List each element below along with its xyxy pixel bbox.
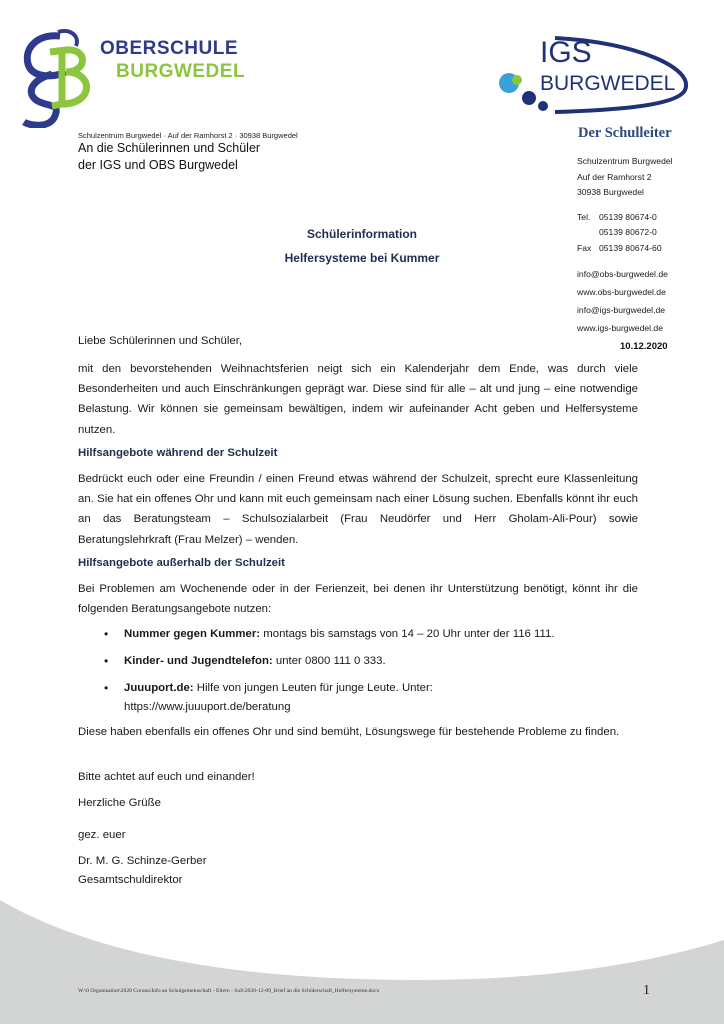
greeting-line: Herzliche Grüße: [78, 797, 161, 809]
salutation: Liebe Schülerinnen und Schüler,: [78, 335, 243, 347]
website-obs-link[interactable]: www.obs-burgwedel.de: [577, 287, 666, 297]
offer-details: unter 0800 111 0 333.: [272, 655, 386, 667]
svg-text:IGS: IGS: [540, 36, 592, 69]
signed-line: gez. euer: [78, 829, 126, 841]
bullet-icon: •: [104, 681, 109, 695]
addressee-block: [78, 140, 260, 174]
letter-date: 10.12.2020: [620, 341, 668, 352]
offer-name: Kinder- und Jugendtelefon:: [124, 655, 273, 667]
email-igs-link[interactable]: info@igs-burgwedel,de: [577, 305, 666, 315]
address-line: Schulzentrum Burgwedel: [577, 156, 673, 166]
footer-file-path: W:\0 Organisation\2020 Corona\Info an Schulgemeinschaft - Eltern - SuS\2020-12-09_Brief an die Schülerschaft_Helfersysteme.docx: [78, 988, 380, 994]
fax-line: Fax 05139 80674-60: [577, 242, 662, 253]
section-heading-during-school: Hilfsangebote während der Schulzeit: [78, 447, 278, 459]
obs-logo-icon: [22, 28, 102, 128]
section-heading-outside-school: Hilfsangebote außerhalb der Schulzeit: [78, 557, 285, 569]
appeal-line: Bitte achtet auf euch und einander!: [78, 771, 255, 783]
list-item: [104, 679, 624, 717]
list-item: [104, 625, 624, 644]
help-offers-list: [104, 625, 624, 725]
closing-paragraph: Diese haben ebenfalls ein offenes Ohr und sind bemüht, Lösungswege für bestehende Probleme zu finden.: [78, 726, 620, 738]
contact-block: [577, 154, 673, 337]
bullet-icon: •: [104, 627, 109, 641]
document-subtitle: Helfersysteme bei Kummer: [284, 251, 440, 265]
address-line: 30938 Burgwedel: [577, 187, 644, 197]
bullet-icon: •: [104, 654, 109, 668]
footer-wave-decoration: [0, 900, 724, 1024]
intro-paragraph: mit den bevorstehenden Weihnachtsferien neigt sich ein Kalenderjahr dem Ende, was durch viele Besonderheiten und auch Einschränkungen geprägt war. Diese sind für alle – alt und jung – eine notwendige Belastung. Wir können sie gemeinsam bewältigen, indem wir aufeinander Acht geben und Helfersysteme nutzen.: [78, 363, 638, 436]
igs-logo-icon: [495, 28, 695, 118]
svg-text:BURGWEDEL: BURGWEDEL: [540, 72, 676, 95]
sender-address-line: Schulzentrum Burgwedel · Auf der Ramhorst 2 · 30938 Burgwedel: [78, 131, 298, 140]
list-item: [104, 652, 624, 671]
website-igs-link[interactable]: www.igs-burgwedel.de: [577, 323, 663, 333]
offer-details: montags bis samstags von 14 – 20 Uhr unter der 116 111.: [260, 628, 555, 640]
address-line: Auf der Ramhorst 2: [577, 171, 652, 182]
email-obs-link[interactable]: info@obs-burgwedel.de: [577, 269, 668, 279]
phone-line: Tel. 05139 80674-0: [577, 211, 657, 222]
offer-name: Juuuport.de:: [124, 682, 194, 694]
obs-logo-line2: BURGWEDEL: [116, 61, 246, 82]
section-text-outside-school: Bei Problemen am Wochenende oder in der Ferienzeit, bei denen ihr Unterstützung benötigt, könnt ihr die folgenden Beratungsangebote nutzen:: [78, 583, 638, 616]
offer-details: Hilfe von jungen Leuten für junge Leute. Unter:: [193, 682, 433, 694]
page-number: 1: [643, 983, 650, 998]
section-text-during-school: Bedrückt euch oder eine Freundin / einen Freund etwas während der Schulzeit, sprecht eure Klassenleitung an. Sie hat ein offenes Ohr und kann mit euch gemeinsam nach einer Lösung suchen. Ebenfalls könnt ihr euch an das Beratungsteam – Schulsozialarbeit (Frau Neudörfer und Herr Gholam-Ali-Pour) sowie Beratungslehrkraft (Frau Melzer) – wenden.: [78, 473, 638, 546]
addressee-line-2: der IGS und OBS Burgwedel: [78, 158, 238, 172]
offer-name: Nummer gegen Kummer:: [124, 628, 261, 640]
signer-title: Gesamtschuldirektor: [78, 874, 183, 886]
document-title: Schülerinformation: [306, 227, 417, 241]
sidebar-title: Der Schulleiter: [578, 125, 672, 141]
obs-logo-line1: OBERSCHULE: [100, 38, 239, 59]
signer-name: Dr. M. G. Schinze-Gerber: [78, 855, 207, 867]
addressee-line-1: An die Schülerinnen und Schüler: [78, 141, 261, 155]
phone-line: 05139 80672-0: [599, 227, 657, 237]
juuuport-link[interactable]: https://www.juuuport.de/beratung: [124, 701, 291, 713]
